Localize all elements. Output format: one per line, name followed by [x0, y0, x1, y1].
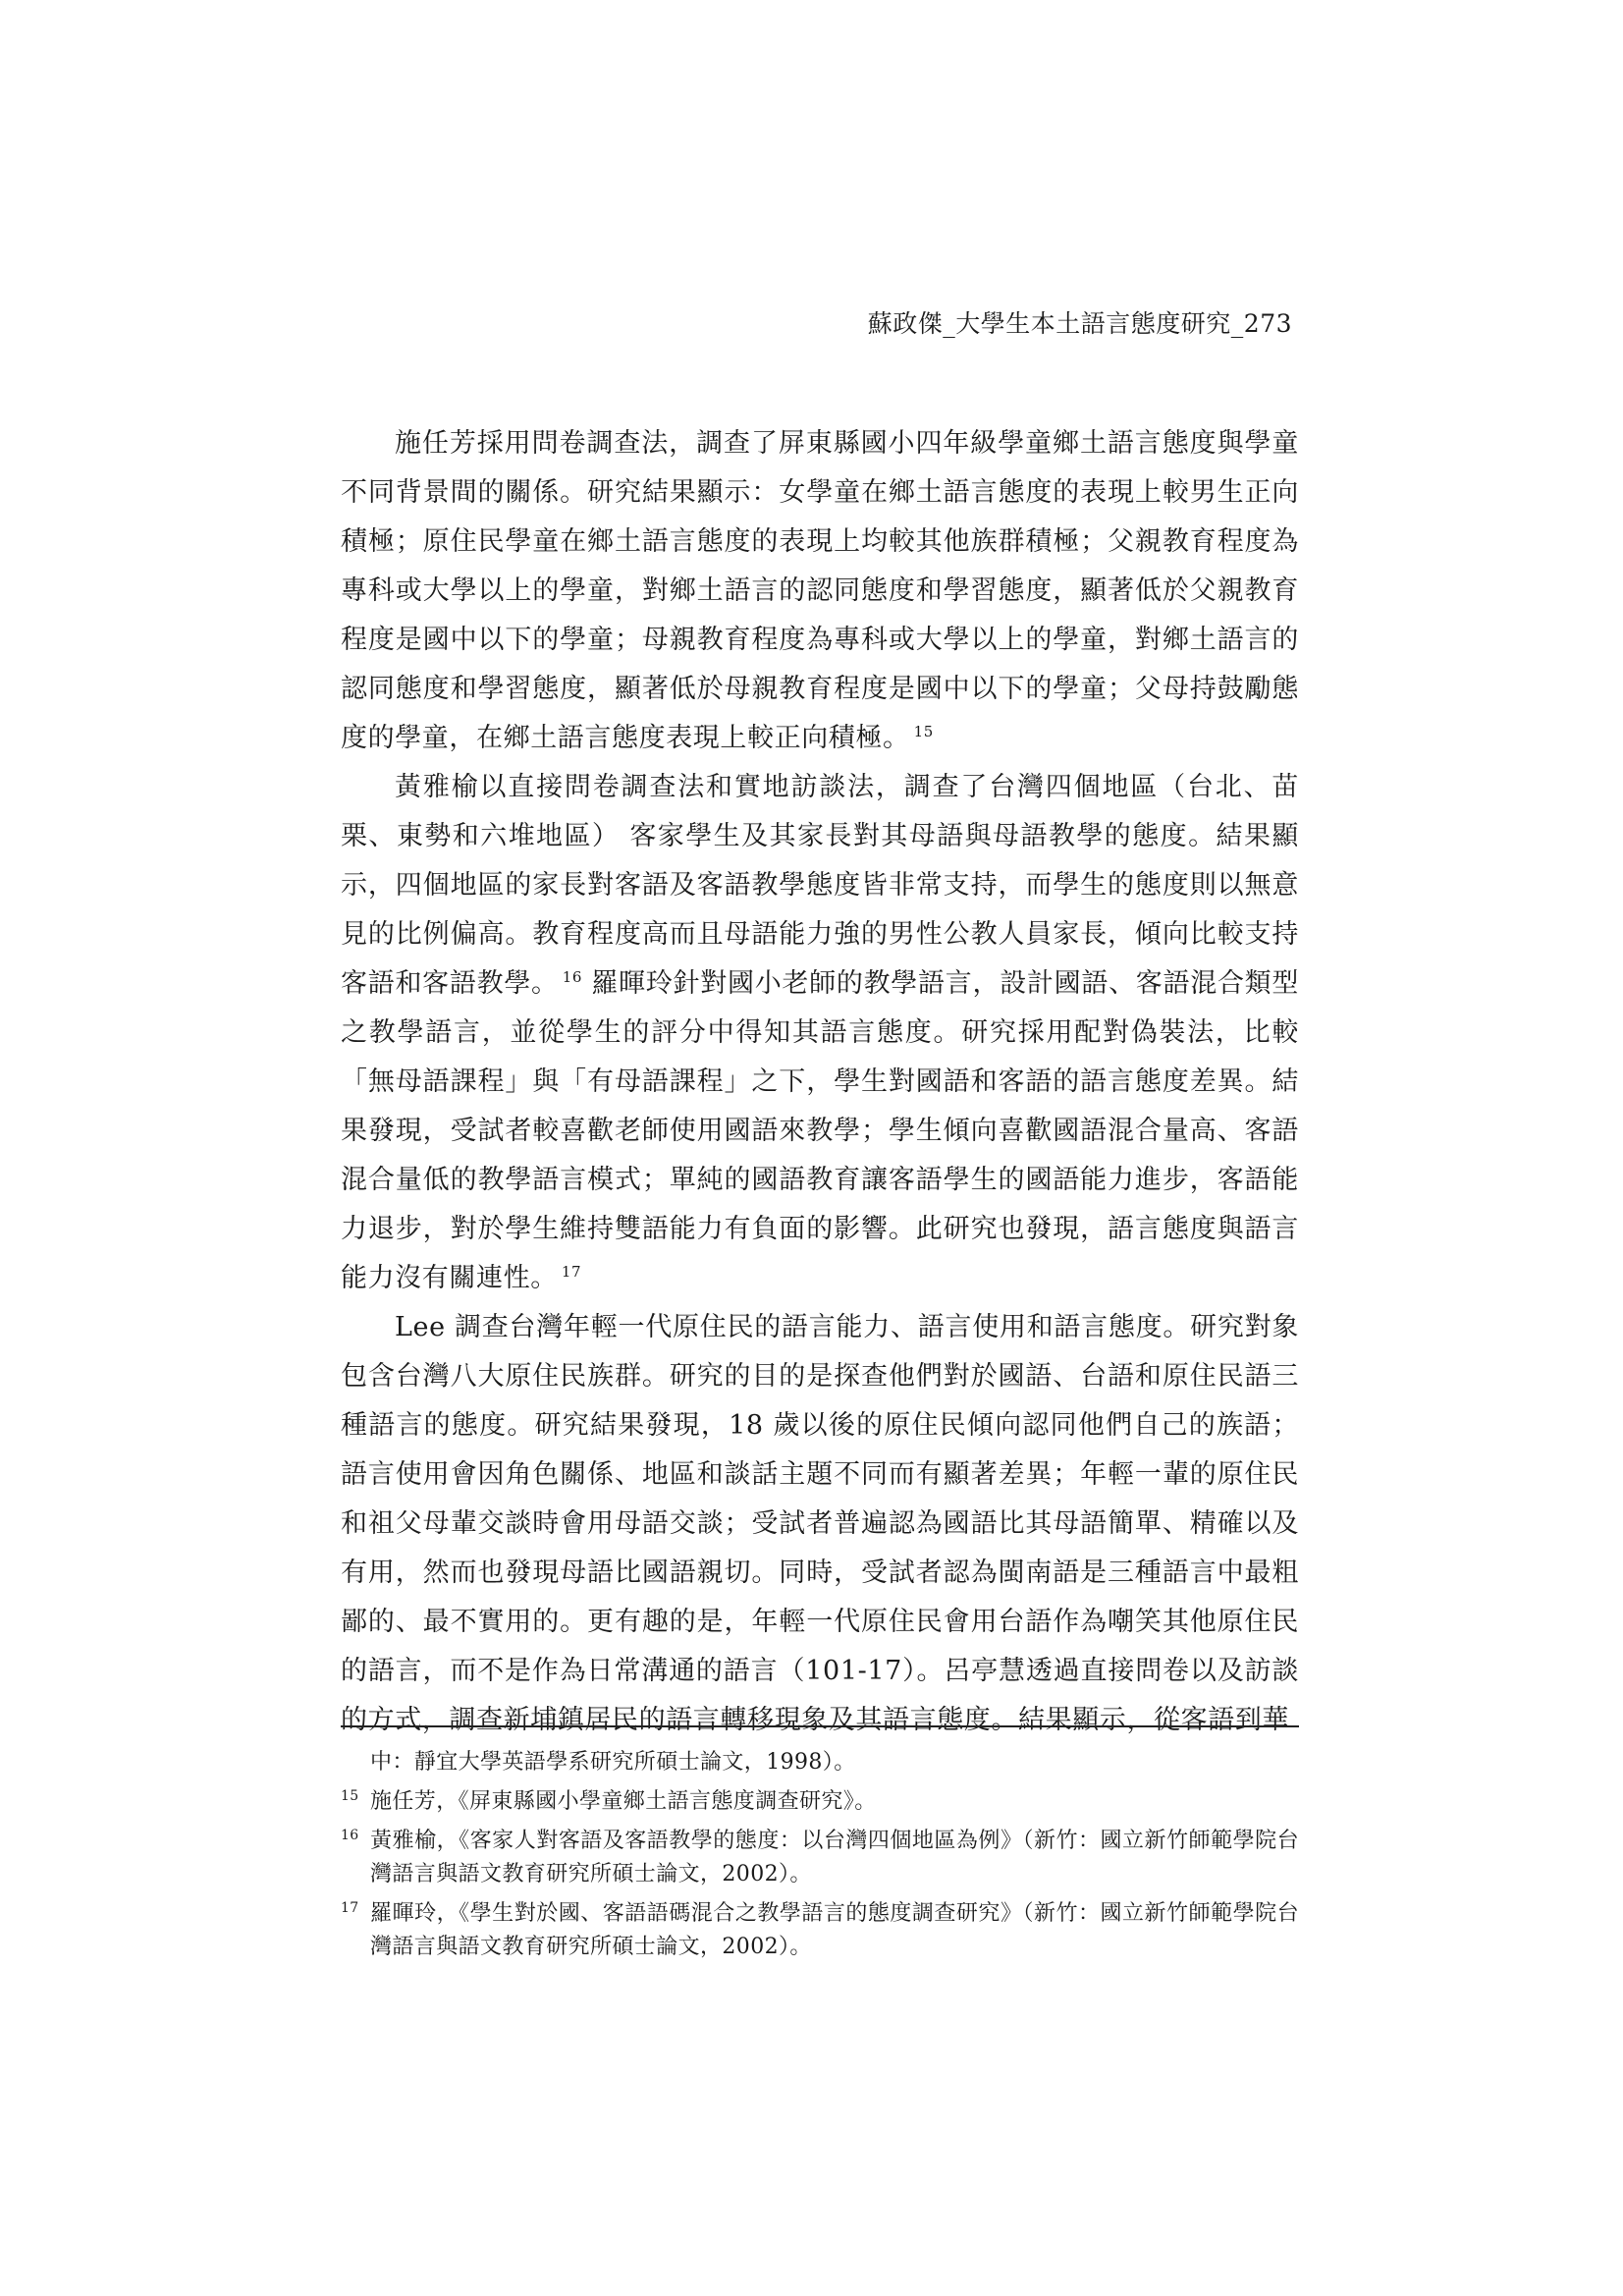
running-header: 蘇政傑_大學生本土語言態度研究_273 — [867, 309, 1292, 338]
footnote-text: 施任芳，《屏東縣國小學童鄉土語言態度調查研究》。 — [370, 1789, 877, 1814]
footnote-ref-16[interactable]: 16 — [562, 968, 583, 986]
paragraph-2-text-a: 黃雅榆以直接問卷調查法和實地訪談法，調查了台灣四個地區（台北、苗栗、東勢和六堆地區） 客家學生及其家長對其母語與母語教學的態度。結果顯示，四個地區的家長對客語及客語教學態度皆非常支持，而學生的態度則以無意見的比例偏高。教育程度高而且母語能力強的男性公教人員家長，傾向比較支持客語和客語教學。 — [341, 772, 1299, 999]
paragraph-2 — [341, 763, 1299, 1303]
footnote-16: 16 黃雅榆，《客家人對客語及客語教學的態度：以台灣四個地區為例》（新竹：國立新竹師範學院台灣語言與語文教育研究所碩士論文，2002）。 — [341, 1827, 1299, 1886]
footnote-text: 黃雅榆，《客家人對客語及客語教學的態度：以台灣四個地區為例》（新竹：國立新竹師範學院台灣語言與語文教育研究所碩士論文，2002）。 — [370, 1829, 1299, 1886]
paragraph-3 — [341, 1303, 1299, 1745]
body-text — [341, 419, 1299, 1745]
footnote-text: 羅暉玲，《學生對於國、客語語碼混合之教學語言的態度調查研究》（新竹：國立新竹師範學院台灣語言與語文教育研究所碩士論文，2002）。 — [370, 1901, 1299, 1959]
footnote-15: 15 施任芳，《屏東縣國小學童鄉土語言態度調查研究》。 — [341, 1787, 877, 1814]
footnote-ref-17[interactable]: 17 — [561, 1263, 582, 1281]
paragraph-3-text: Lee 調查台灣年輕一代原住民的語言能力、語言使用和語言態度。研究對象包含台灣八大原住民族群。研究的目的是探查他們對於國語、台語和原住民語三種語言的態度。研究結果發現，18 歲以後的原住民傾向認同他們自己的族語；語言使用會因角色關係、地區和談話主題不同而有顯著差異；年輕一輩的原住民和祖父母輩交談時會用母語交談；受試者普遍認為國語比其母語簡單、精確以及有用，然而也發現母語比國語親切。同時，受試者認為閩南語是三種語言中最粗鄙的、最不實用的。更有趣的是，年輕一代原住民會用台語作為嘲笑其他原住民的語言，而不是作為日常溝通的語言（101-17）。呂亭慧透過直接問卷以及訪談的方式，調查新埔鎮居民的語言轉移現象及其語言態度。結果顯示，從客語到華 — [341, 1312, 1299, 1735]
footnote-17: 17 羅暉玲，《學生對於國、客語語碼混合之教學語言的態度調查研究》（新竹：國立新竹師範學院台灣語言與語文教育研究所碩士論文，2002）。 — [341, 1899, 1299, 1959]
paragraph-1-text: 施任芳採用問卷調查法，調查了屏東縣國小四年級學童鄉土語言態度與學童不同背景間的關係。研究結果顯示：女學童在鄉土語言態度的表現上較男生正向積極；原住民學童在鄉土語言態度的表現上均較其他族群積極；父親教育程度為專科或大學以上的學童，對鄉土語言的認同態度和學習態度，顯著低於父親教育程度是國中以下的學童；母親教育程度為專科或大學以上的學童，對鄉土語言的認同態度和學習態度，顯著低於母親教育程度是國中以下的學童；父母持鼓勵態度的學童，在鄉土語言態度表現上較正向積極。 — [341, 428, 1299, 753]
paragraph-2-text-b: 羅暉玲針對國小老師的教學語言，設計國語、客語混合類型之教學語言，並從學生的評分中得知其語言態度。研究採用配對偽裝法，比較「無母語課程」與「有母語課程」之下，學生對國語和客語的語言態度差異。結果發現，受試者較喜歡老師使用國語來教學；學生傾向喜歡國語混合量高、客語混合量低的教學語言模式；單純的國語教育讓客語學生的國語能力進步，客語能力退步，對於學生維持雙語能力有負面的影響。此研究也發現，語言態度與語言能力沒有關連性。 — [341, 968, 1300, 1293]
footnote-ref-15[interactable]: 15 — [913, 723, 934, 740]
paragraph-1 — [341, 419, 1299, 763]
footnotes — [341, 1746, 1299, 1970]
footnote-continuation: 中：靜宜大學英語學系研究所碩士論文，1998）。 — [370, 1750, 856, 1775]
footnote-divider — [341, 1725, 1299, 1727]
